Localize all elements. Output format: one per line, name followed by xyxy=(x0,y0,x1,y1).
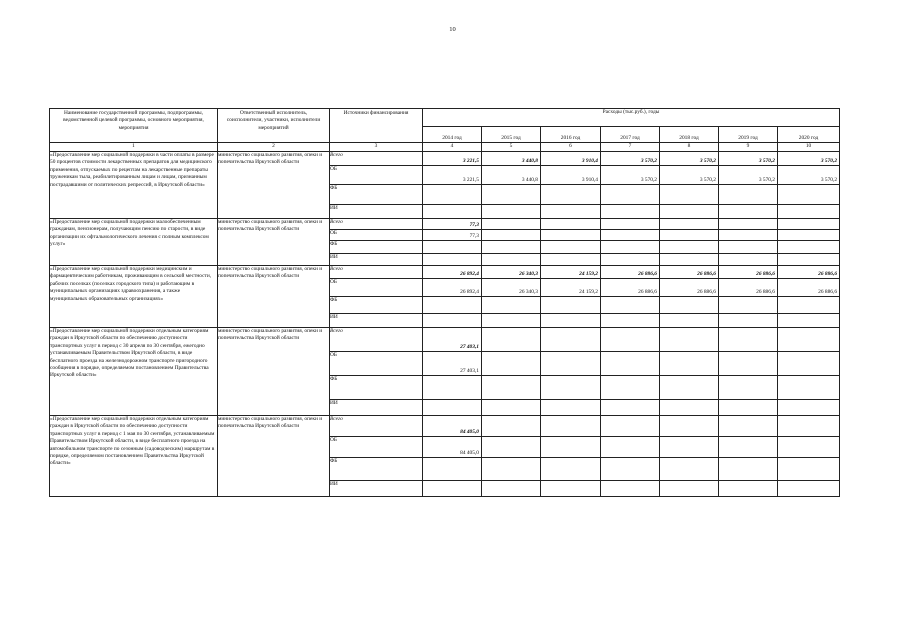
value-cell xyxy=(719,205,778,219)
value-cell xyxy=(601,219,660,230)
funding-source: Всего xyxy=(330,152,423,166)
value-cell xyxy=(660,152,719,166)
expense-value: 3 570,2 xyxy=(640,158,657,164)
funding-source: Всего xyxy=(330,266,423,279)
value-cell xyxy=(719,230,778,241)
value-cell xyxy=(601,152,660,166)
value-cell xyxy=(423,266,482,279)
value-cell xyxy=(601,185,660,205)
value-cell xyxy=(660,219,719,230)
value-cell xyxy=(660,266,719,279)
expense-value: 3 570,2 xyxy=(699,158,716,164)
program-name: «Предоставление мер социальной поддержки отдельным категориям граждан в Иркутской области по обеспечению доступности транспортных услуг в период с 30 апреля по 30 сентября, ежегодно устанавливаемым Правительством Иркутской области, в виде бесплатного проезда на железнодорожном транспорте пригородного сообщения в порядке, определяемом постановлением Правительства Иркутской области» xyxy=(50,328,218,416)
program-name: «Предоставление мер социальной поддержки медицинским и фармацевтическим работникам, проживающим в сельской местности, рабочих поселках (поселках городского типа) и работающим в муниципальных организациях здравоохранения, а также муниципальных образовательных организациях» xyxy=(50,266,218,328)
value-cell xyxy=(423,254,482,266)
value-cell xyxy=(482,437,541,458)
value-cell xyxy=(601,314,660,328)
value-cell xyxy=(719,219,778,230)
expense-value: 26 340,3 xyxy=(519,271,538,277)
header-source: Источники финансирования xyxy=(330,109,423,143)
value-cell xyxy=(601,416,660,437)
value-cell xyxy=(601,400,660,416)
value-cell xyxy=(541,230,601,241)
header-name: Наименование государственной программы, подпрограммы, ведомственной целевой программы, основного мероприятия, мероприятия xyxy=(50,109,218,143)
expense-value: 26 886,6 xyxy=(638,271,657,277)
expense-value: 26 892,4 xyxy=(460,271,479,277)
value-cell xyxy=(482,219,541,230)
value-cell xyxy=(719,266,778,279)
value-cell xyxy=(423,166,482,185)
value-cell xyxy=(601,297,660,314)
value-cell xyxy=(719,437,778,458)
header-year: 2015 год xyxy=(482,127,541,143)
header-year: 2020 год xyxy=(778,127,840,143)
funding-source: ФБ xyxy=(330,241,423,254)
funding-source: Всего xyxy=(330,416,423,437)
expense-value: 3 570,2 xyxy=(820,177,838,183)
expense-value: 77,3 xyxy=(469,233,479,239)
value-cell xyxy=(601,230,660,241)
value-cell xyxy=(482,230,541,241)
value-cell xyxy=(423,297,482,314)
value-cell xyxy=(778,205,840,219)
value-cell xyxy=(601,437,660,458)
value-cell xyxy=(778,437,840,458)
funding-source: Всего xyxy=(330,219,423,230)
table-row xyxy=(50,328,840,352)
expense-value: 3 440,8 xyxy=(521,177,538,183)
value-cell xyxy=(778,376,840,400)
value-cell xyxy=(482,400,541,416)
value-cell xyxy=(423,185,482,205)
value-cell xyxy=(778,185,840,205)
value-cell xyxy=(660,166,719,185)
value-cell xyxy=(719,241,778,254)
value-cell xyxy=(482,254,541,266)
funding-source: ИИ xyxy=(330,205,423,219)
value-cell xyxy=(660,416,719,437)
program-name: «Предоставление мер социальной поддержки малообеспеченным гражданам, пенсионерам, получающим пенсию по старости, в виде организации их офтальмологического лечения с полным комплексом услуг» xyxy=(50,219,218,266)
value-cell xyxy=(719,400,778,416)
column-number: 8 xyxy=(660,143,719,152)
value-cell xyxy=(423,205,482,219)
value-cell xyxy=(719,352,778,376)
header-year: 2019 год xyxy=(719,127,778,143)
value-cell xyxy=(660,376,719,400)
expense-value: 3 570,2 xyxy=(640,177,657,183)
value-cell xyxy=(482,185,541,205)
expense-value: 26 886,6 xyxy=(756,289,775,295)
value-cell xyxy=(601,254,660,266)
column-number: 9 xyxy=(719,143,778,152)
value-cell xyxy=(482,241,541,254)
expense-value: 3 910,4 xyxy=(581,177,598,183)
column-number: 5 xyxy=(482,143,541,152)
value-cell xyxy=(660,328,719,352)
value-cell xyxy=(541,416,601,437)
value-cell xyxy=(778,241,840,254)
funding-source: ИИ xyxy=(330,481,423,497)
value-cell xyxy=(482,297,541,314)
value-cell xyxy=(719,416,778,437)
funding-source: ОБ xyxy=(330,279,423,297)
funding-source: ФБ xyxy=(330,185,423,205)
value-cell xyxy=(423,230,482,241)
expense-value: 24 159,2 xyxy=(579,289,598,295)
funding-source: ИИ xyxy=(330,400,423,416)
column-number: 7 xyxy=(601,143,660,152)
value-cell xyxy=(423,458,482,481)
expense-value: 84 405,0 xyxy=(460,450,479,456)
responsible-executor: министерство социального развития, опеки и попечительства Иркутской области xyxy=(218,219,330,266)
expense-value: 26 340,3 xyxy=(519,289,538,295)
value-cell xyxy=(423,314,482,328)
value-cell xyxy=(778,254,840,266)
funding-source: ОБ xyxy=(330,352,423,376)
header-responsible: Ответственный исполнитель, соисполнители, участники, исполнители мероприятий xyxy=(218,109,330,143)
table-row xyxy=(50,152,840,166)
value-cell xyxy=(778,400,840,416)
responsible-executor: министерство социального развития, опеки и попечительства Иркутской области xyxy=(218,152,330,219)
expense-value: 24 159,2 xyxy=(579,271,598,277)
responsible-executor: министерство социального развития, опеки и попечительства Иркутской области xyxy=(218,266,330,328)
value-cell xyxy=(778,416,840,437)
expense-value: 3 440,8 xyxy=(521,158,538,164)
value-cell xyxy=(482,314,541,328)
value-cell xyxy=(541,241,601,254)
funding-source: ИИ xyxy=(330,254,423,266)
value-cell xyxy=(778,328,840,352)
value-cell xyxy=(778,314,840,328)
value-cell xyxy=(541,437,601,458)
value-cell xyxy=(601,279,660,297)
value-cell xyxy=(601,205,660,219)
value-cell xyxy=(660,437,719,458)
header-expenses: Расходы (тыс.руб.), годы xyxy=(423,109,840,127)
header-year: 2014 год xyxy=(423,127,482,143)
expense-value: 27 403,1 xyxy=(460,344,479,350)
expense-value: 27 403,1 xyxy=(460,368,479,374)
value-cell xyxy=(541,376,601,400)
value-cell xyxy=(482,279,541,297)
value-cell xyxy=(601,481,660,497)
value-cell xyxy=(541,400,601,416)
program-name: «Предоставление мер социальной поддержки отдельным категориям граждан в Иркутской области по обеспечению доступности транспортных услуг в период с 1 мая по 30 сентября, устанавливаемым Правительством Иркутской области, в виде бесплатного проезда на автомобильном транспорте по сезонным (садоводческим) маршрутам в порядке, определяемом постановлением Правительства Иркутской области» xyxy=(50,416,218,497)
value-cell xyxy=(423,219,482,230)
table-row xyxy=(50,219,840,230)
value-cell xyxy=(541,152,601,166)
value-cell xyxy=(601,166,660,185)
value-cell xyxy=(601,352,660,376)
column-number: 2 xyxy=(218,143,330,152)
value-cell xyxy=(660,400,719,416)
program-name: «Предоставление мер социальной поддержки в части оплаты в размере 50 процентов стоимости лекарственных препаратов для медицинского применения, отпускаемых по рецептам на лекарственные препараты труженикам тыла, реабилитированным лицам и лицам, признанным пострадавшими от политических репрессий, в Иркутской области» xyxy=(50,152,218,219)
responsible-executor: министерство социального развития, опеки и попечительства Иркутской области xyxy=(218,328,330,416)
expense-value: 3 570,2 xyxy=(758,158,775,164)
value-cell xyxy=(541,254,601,266)
value-cell xyxy=(541,219,601,230)
expense-value: 77,3 xyxy=(469,222,479,228)
value-cell xyxy=(719,376,778,400)
table-row xyxy=(50,266,840,279)
value-cell xyxy=(660,297,719,314)
value-cell xyxy=(778,352,840,376)
value-cell xyxy=(482,152,541,166)
value-cell xyxy=(601,241,660,254)
value-cell xyxy=(778,219,840,230)
value-cell xyxy=(541,297,601,314)
column-number: 6 xyxy=(541,143,601,152)
funding-source: ОБ xyxy=(330,437,423,458)
value-cell xyxy=(482,166,541,185)
value-cell xyxy=(541,266,601,279)
funding-source: Всего xyxy=(330,328,423,352)
header-year: 2017 год xyxy=(601,127,660,143)
value-cell xyxy=(482,416,541,437)
value-cell xyxy=(719,314,778,328)
funding-source: ФБ xyxy=(330,297,423,314)
value-cell xyxy=(541,279,601,297)
value-cell xyxy=(423,279,482,297)
value-cell xyxy=(482,266,541,279)
value-cell xyxy=(541,166,601,185)
value-cell xyxy=(778,266,840,279)
column-number: 10 xyxy=(778,143,840,152)
expense-value: 26 886,6 xyxy=(697,271,716,277)
column-number: 1 xyxy=(50,143,218,152)
value-cell xyxy=(482,458,541,481)
value-cell xyxy=(482,352,541,376)
column-number: 3 xyxy=(330,143,423,152)
funding-source: ОБ xyxy=(330,230,423,241)
value-cell xyxy=(660,279,719,297)
value-cell xyxy=(601,328,660,352)
value-cell xyxy=(719,166,778,185)
value-cell xyxy=(541,352,601,376)
responsible-executor: министерство социального развития, опеки и попечительства Иркутской области xyxy=(218,416,330,497)
value-cell xyxy=(660,230,719,241)
expenses-table xyxy=(49,108,840,497)
value-cell xyxy=(719,254,778,266)
value-cell xyxy=(660,241,719,254)
expense-value: 26 886,6 xyxy=(818,289,838,295)
value-cell xyxy=(541,314,601,328)
expense-value: 3 221,5 xyxy=(462,158,479,164)
column-number: 4 xyxy=(423,143,482,152)
funding-source: ОБ xyxy=(330,166,423,185)
value-cell xyxy=(423,481,482,497)
funding-source: ФБ xyxy=(330,458,423,481)
value-cell xyxy=(719,328,778,352)
value-cell xyxy=(482,328,541,352)
value-cell xyxy=(778,297,840,314)
value-cell xyxy=(541,481,601,497)
value-cell xyxy=(541,458,601,481)
value-cell xyxy=(541,328,601,352)
expense-value: 26 886,6 xyxy=(756,271,775,277)
expense-value: 26 886,6 xyxy=(638,289,657,295)
value-cell xyxy=(719,481,778,497)
funding-source: ФБ xyxy=(330,376,423,400)
value-cell xyxy=(660,481,719,497)
funding-source: ИИ xyxy=(330,314,423,328)
value-cell xyxy=(482,205,541,219)
value-cell xyxy=(660,254,719,266)
value-cell xyxy=(423,400,482,416)
value-cell xyxy=(719,297,778,314)
value-cell xyxy=(423,241,482,254)
value-cell xyxy=(601,266,660,279)
page-number: 10 xyxy=(449,26,456,33)
value-cell xyxy=(482,376,541,400)
value-cell xyxy=(423,437,482,458)
value-cell xyxy=(778,230,840,241)
expense-value: 26 886,6 xyxy=(818,271,838,277)
value-cell xyxy=(482,481,541,497)
value-cell xyxy=(601,458,660,481)
value-cell xyxy=(423,328,482,352)
expense-value: 3 570,2 xyxy=(758,177,775,183)
value-cell xyxy=(541,185,601,205)
value-cell xyxy=(660,314,719,328)
value-cell xyxy=(541,205,601,219)
value-cell xyxy=(660,458,719,481)
value-cell xyxy=(423,352,482,376)
value-cell xyxy=(660,205,719,219)
header-year: 2018 год xyxy=(660,127,719,143)
expense-value: 3 910,4 xyxy=(581,158,598,164)
expense-value: 3 221,5 xyxy=(462,177,479,183)
expense-value: 26 886,6 xyxy=(697,289,716,295)
value-cell xyxy=(423,376,482,400)
value-cell xyxy=(719,458,778,481)
value-cell xyxy=(778,458,840,481)
value-cell xyxy=(778,166,840,185)
header-year: 2016 год xyxy=(541,127,601,143)
value-cell xyxy=(719,279,778,297)
value-cell xyxy=(660,185,719,205)
value-cell xyxy=(601,376,660,400)
expense-value: 26 892,4 xyxy=(460,289,479,295)
value-cell xyxy=(423,152,482,166)
expense-value: 3 570,2 xyxy=(699,177,716,183)
value-cell xyxy=(778,481,840,497)
value-cell xyxy=(423,416,482,437)
value-cell xyxy=(778,152,840,166)
value-cell xyxy=(660,352,719,376)
expense-value: 84 405,0 xyxy=(460,429,479,435)
value-cell xyxy=(778,279,840,297)
value-cell xyxy=(719,185,778,205)
value-cell xyxy=(719,152,778,166)
table-row xyxy=(50,416,840,437)
expense-value: 3 570,2 xyxy=(820,158,838,164)
